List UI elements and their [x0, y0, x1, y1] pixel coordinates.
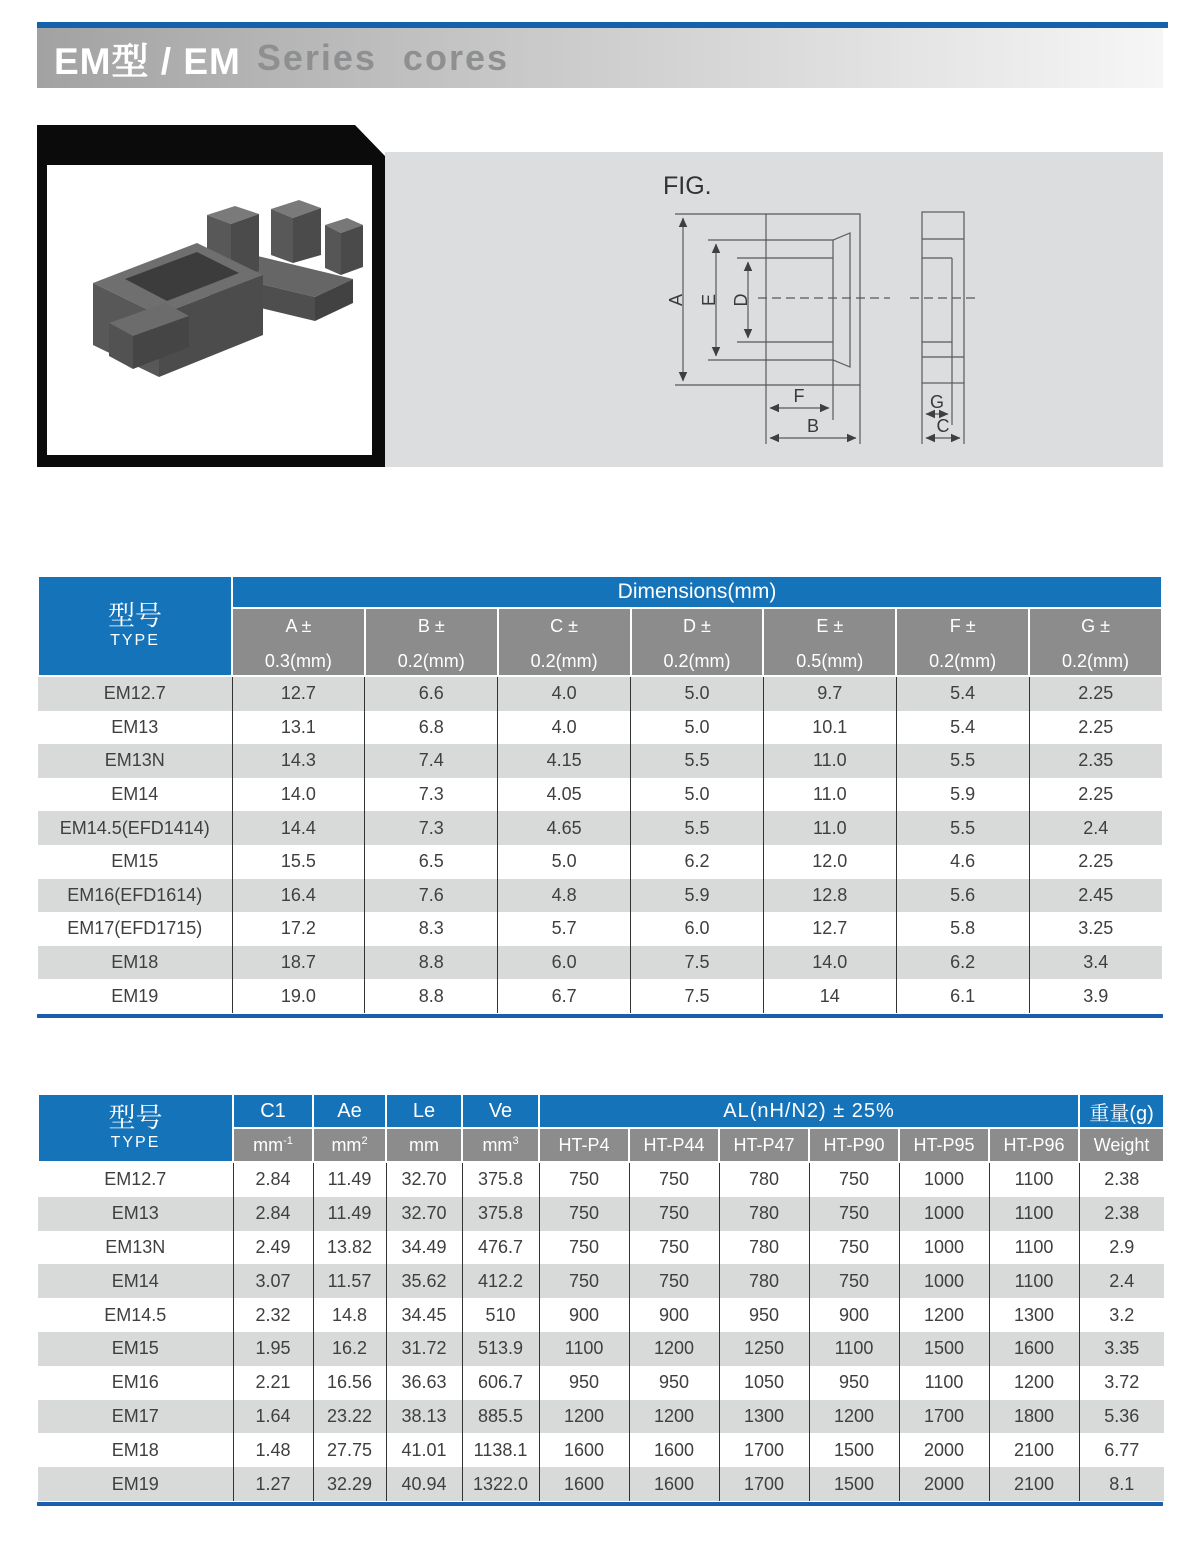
- subheader-text: G ±: [1081, 616, 1110, 636]
- cell-value: 510: [462, 1298, 539, 1332]
- cell-value: 2.38: [1079, 1197, 1164, 1231]
- row-type-label: EM13: [38, 1197, 233, 1231]
- table-row: [38, 1366, 1164, 1400]
- cell-value: 1100: [809, 1332, 899, 1366]
- product-photo-frame: [37, 125, 385, 467]
- cell-value: 12.8: [763, 879, 896, 913]
- row-type-label: EM14.5: [38, 1298, 233, 1332]
- unit-text: mm: [331, 1134, 362, 1155]
- subheader-text: 0.3(mm): [264, 651, 332, 671]
- cell-value: 7.6: [365, 879, 498, 913]
- cell-value: 1100: [539, 1332, 629, 1366]
- cell-value: 11.0: [763, 778, 896, 812]
- row-type-label: EM12.7: [38, 676, 232, 711]
- table-row: [38, 711, 1162, 745]
- cell-value: 27.75: [313, 1433, 386, 1467]
- unit-superscript: 3: [512, 1134, 519, 1147]
- cell-value: 4.15: [498, 744, 631, 778]
- cell-value: 606.7: [462, 1366, 539, 1400]
- type-header-zh: 型号: [108, 601, 162, 631]
- row-type-label: EM16: [38, 1366, 233, 1400]
- cell-value: 5.0: [631, 711, 764, 745]
- al-group-header: AL(nH/N2) ± 25%: [539, 1094, 1079, 1128]
- cell-value: 750: [809, 1197, 899, 1231]
- material-grade-header: HT-P90: [809, 1128, 899, 1162]
- unit-superscript: -1: [283, 1134, 293, 1147]
- dimensions-group-header: Dimensions(mm): [232, 576, 1162, 608]
- row-type-label: EM13N: [38, 1231, 233, 1265]
- cell-value: 5.9: [631, 879, 764, 913]
- cell-value: 1700: [719, 1433, 809, 1467]
- param-header: Ae: [313, 1094, 386, 1128]
- cell-value: 4.65: [498, 811, 631, 845]
- dimension-subheader: [631, 608, 764, 676]
- page-title-bar: [37, 28, 1163, 88]
- dimension-figure-panel: [385, 152, 1163, 467]
- cell-value: 950: [539, 1366, 629, 1400]
- cell-value: 1600: [629, 1467, 719, 1501]
- cell-value: 5.5: [631, 744, 764, 778]
- dimension-subheader: [232, 608, 365, 676]
- cell-value: 3.25: [1029, 912, 1162, 946]
- row-type-label: EM14: [38, 778, 232, 812]
- cell-value: 4.8: [498, 879, 631, 913]
- cell-value: 11.49: [313, 1162, 386, 1197]
- cell-value: 412.2: [462, 1264, 539, 1298]
- row-type-label: EM14.5(EFD1414): [38, 811, 232, 845]
- cell-value: 2000: [899, 1433, 989, 1467]
- cell-value: 3.4: [1029, 946, 1162, 980]
- table-row: [38, 811, 1162, 845]
- cell-value: 2.49: [233, 1231, 313, 1265]
- cell-value: 950: [719, 1298, 809, 1332]
- cell-value: 11.0: [763, 744, 896, 778]
- cell-value: 34.45: [386, 1298, 462, 1332]
- cell-value: 1200: [899, 1298, 989, 1332]
- cell-value: 1700: [719, 1467, 809, 1501]
- cell-value: 750: [539, 1264, 629, 1298]
- cell-value: 1300: [989, 1298, 1079, 1332]
- type-header-en: TYPE: [110, 632, 160, 649]
- cell-value: 1500: [899, 1332, 989, 1366]
- subheader-text: 0.2(mm): [530, 651, 598, 671]
- cell-value: 31.72: [386, 1332, 462, 1366]
- product-photo: [47, 165, 372, 455]
- cell-value: 6.2: [896, 946, 1029, 980]
- cell-value: 4.0: [498, 676, 631, 711]
- table-row: [38, 1332, 1164, 1366]
- dimension-subheader: [365, 608, 498, 676]
- material-grade-header: HT-P95: [899, 1128, 989, 1162]
- table-row: [38, 879, 1162, 913]
- cell-value: 2.38: [1079, 1162, 1164, 1197]
- cell-value: 1200: [629, 1332, 719, 1366]
- cell-value: 1200: [539, 1400, 629, 1434]
- cell-value: 6.8: [365, 711, 498, 745]
- material-grade-header: HT-P96: [989, 1128, 1079, 1162]
- cell-value: 19.0: [232, 979, 365, 1013]
- cell-value: 5.5: [896, 744, 1029, 778]
- cell-value: 5.36: [1079, 1400, 1164, 1434]
- table-row: [38, 979, 1162, 1013]
- cell-value: 16.56: [313, 1366, 386, 1400]
- dimension-subheader: [498, 608, 631, 676]
- cell-value: 8.1: [1079, 1467, 1164, 1501]
- cell-value: 17.2: [232, 912, 365, 946]
- cell-value: 16.4: [232, 879, 365, 913]
- subheader-text: 0.2(mm): [397, 651, 465, 671]
- cell-value: 14.3: [232, 744, 365, 778]
- cell-value: 1700: [899, 1400, 989, 1434]
- cell-value: 6.77: [1079, 1433, 1164, 1467]
- dim-label-c: C: [936, 416, 950, 436]
- cell-value: 11.57: [313, 1264, 386, 1298]
- cell-value: 6.0: [631, 912, 764, 946]
- cell-value: 1500: [809, 1467, 899, 1501]
- dimension-drawing: [385, 152, 1163, 467]
- cell-value: 1200: [809, 1400, 899, 1434]
- cell-value: 2.25: [1029, 845, 1162, 879]
- cell-value: 780: [719, 1264, 809, 1298]
- cell-value: 1.48: [233, 1433, 313, 1467]
- cell-value: 2.84: [233, 1162, 313, 1197]
- cell-value: 750: [809, 1162, 899, 1197]
- cell-value: 780: [719, 1162, 809, 1197]
- cell-value: 4.05: [498, 778, 631, 812]
- cell-value: 5.8: [896, 912, 1029, 946]
- cell-value: 5.6: [896, 879, 1029, 913]
- cell-value: 1.95: [233, 1332, 313, 1366]
- cell-value: 2.32: [233, 1298, 313, 1332]
- row-type-label: EM15: [38, 1332, 233, 1366]
- cell-value: 32.70: [386, 1197, 462, 1231]
- cell-value: 1200: [989, 1366, 1079, 1400]
- cell-value: 750: [629, 1197, 719, 1231]
- cell-value: 23.22: [313, 1400, 386, 1434]
- cell-value: 5.5: [631, 811, 764, 845]
- cell-value: 3.2: [1079, 1298, 1164, 1332]
- cell-value: 5.4: [896, 711, 1029, 745]
- cell-value: 14.0: [232, 778, 365, 812]
- cell-value: 375.8: [462, 1162, 539, 1197]
- cell-value: 4.6: [896, 845, 1029, 879]
- cell-value: 2.84: [233, 1197, 313, 1231]
- row-type-label: EM19: [38, 1467, 233, 1501]
- cell-value: 750: [629, 1231, 719, 1265]
- cell-value: 5.0: [631, 676, 764, 711]
- cell-value: 950: [809, 1366, 899, 1400]
- cell-value: 32.70: [386, 1162, 462, 1197]
- cell-value: 750: [539, 1231, 629, 1265]
- type-header-zh: 型号: [108, 1103, 163, 1133]
- cell-value: 2100: [989, 1467, 1079, 1501]
- cell-value: 780: [719, 1197, 809, 1231]
- cell-value: 900: [809, 1298, 899, 1332]
- page-subtitle: Series cores: [256, 37, 509, 78]
- cell-value: 6.1: [896, 979, 1029, 1013]
- table-row: [38, 778, 1162, 812]
- core-left: [93, 243, 263, 377]
- cell-value: 16.2: [313, 1332, 386, 1366]
- subheader-text: 0.2(mm): [1062, 651, 1130, 671]
- dim-label-e: E: [699, 293, 719, 307]
- cell-value: 2.4: [1079, 1264, 1164, 1298]
- cell-value: 7.4: [365, 744, 498, 778]
- cell-value: 1600: [539, 1433, 629, 1467]
- cell-value: 1600: [629, 1433, 719, 1467]
- row-type-label: EM15: [38, 845, 232, 879]
- cell-value: 4.0: [498, 711, 631, 745]
- row-type-label: EM13: [38, 711, 232, 745]
- cell-value: 1000: [899, 1162, 989, 1197]
- page-title: EM型 / EM: [54, 41, 241, 82]
- row-type-label: EM17(EFD1715): [38, 912, 232, 946]
- dimension-subheader: [763, 608, 896, 676]
- table-row: [38, 1298, 1164, 1332]
- cell-value: 375.8: [462, 1197, 539, 1231]
- subheader-text: C ±: [550, 616, 579, 636]
- row-type-label: EM14: [38, 1264, 233, 1298]
- cell-value: 750: [809, 1231, 899, 1265]
- cell-value: 13.1: [232, 711, 365, 745]
- cell-value: 900: [539, 1298, 629, 1332]
- row-type-label: EM12.7: [38, 1162, 233, 1197]
- type-column-header: [38, 576, 232, 676]
- param-unit: [233, 1128, 313, 1162]
- cell-value: 2000: [899, 1467, 989, 1501]
- cell-value: 2.25: [1029, 778, 1162, 812]
- unit-text: mm: [253, 1134, 284, 1155]
- table-row: [38, 1264, 1164, 1298]
- row-type-label: EM18: [38, 946, 232, 980]
- cell-value: 7.3: [365, 811, 498, 845]
- cell-value: 513.9: [462, 1332, 539, 1366]
- row-type-label: EM13N: [38, 744, 232, 778]
- cell-value: 34.49: [386, 1231, 462, 1265]
- cell-value: 750: [629, 1162, 719, 1197]
- cell-value: 2.25: [1029, 676, 1162, 711]
- param-unit: [313, 1128, 386, 1162]
- param-header: Ve: [462, 1094, 539, 1128]
- param-header: Le: [386, 1094, 462, 1128]
- cell-value: 1000: [899, 1264, 989, 1298]
- cell-value: 12.7: [763, 912, 896, 946]
- cell-value: 1100: [899, 1366, 989, 1400]
- row-type-label: EM19: [38, 979, 232, 1013]
- cell-value: 1050: [719, 1366, 809, 1400]
- fig-caption: FIG.: [663, 172, 712, 200]
- cell-value: 8.3: [365, 912, 498, 946]
- cell-value: 12.7: [232, 676, 365, 711]
- cell-value: 1300: [719, 1400, 809, 1434]
- subheader-text: 0.2(mm): [663, 651, 731, 671]
- cell-value: 2100: [989, 1433, 1079, 1467]
- cell-value: 5.7: [498, 912, 631, 946]
- cell-value: 885.5: [462, 1400, 539, 1434]
- weight-group-header: 重量(g): [1079, 1094, 1164, 1128]
- cell-value: 7.5: [631, 946, 764, 980]
- dimension-subheader: [896, 608, 1029, 676]
- cell-value: 750: [539, 1162, 629, 1197]
- cell-value: 6.6: [365, 676, 498, 711]
- cell-value: 6.5: [365, 845, 498, 879]
- cell-value: 35.62: [386, 1264, 462, 1298]
- cell-value: 6.0: [498, 946, 631, 980]
- cell-value: 5.5: [896, 811, 1029, 845]
- dim-label-d: D: [731, 293, 751, 307]
- unit-text: mm: [409, 1134, 439, 1155]
- cell-value: 750: [809, 1264, 899, 1298]
- cell-value: 1500: [809, 1433, 899, 1467]
- cell-value: 5.4: [896, 676, 1029, 711]
- weight-subheader: Weight: [1079, 1128, 1164, 1162]
- cell-value: 1600: [539, 1467, 629, 1501]
- cell-value: 10.1: [763, 711, 896, 745]
- cell-value: 15.5: [232, 845, 365, 879]
- cell-value: 41.01: [386, 1433, 462, 1467]
- cell-value: 1800: [989, 1400, 1079, 1434]
- cell-value: 7.5: [631, 979, 764, 1013]
- cell-value: 7.3: [365, 778, 498, 812]
- dim-label-g: G: [929, 392, 945, 412]
- cell-value: 750: [629, 1264, 719, 1298]
- cell-value: 36.63: [386, 1366, 462, 1400]
- cell-value: 900: [629, 1298, 719, 1332]
- dimensions-table: [37, 575, 1163, 1018]
- cell-value: 2.25: [1029, 711, 1162, 745]
- cell-value: 6.2: [631, 845, 764, 879]
- table-row: [38, 744, 1162, 778]
- table-row: [38, 912, 1162, 946]
- subheader-text: 0.2(mm): [929, 651, 997, 671]
- cell-value: 3.9: [1029, 979, 1162, 1013]
- cell-value: 12.0: [763, 845, 896, 879]
- cell-value: 8.8: [365, 979, 498, 1013]
- row-type-label: EM17: [38, 1400, 233, 1434]
- cell-value: 3.07: [233, 1264, 313, 1298]
- table-row: [38, 676, 1162, 711]
- cell-value: 14.4: [232, 811, 365, 845]
- cell-value: 40.94: [386, 1467, 462, 1501]
- cell-value: 2.35: [1029, 744, 1162, 778]
- dim-label-f: F: [793, 386, 805, 406]
- table-bottom-rule: [37, 1502, 1163, 1506]
- type-column-header: [38, 1094, 233, 1162]
- row-type-label: EM18: [38, 1433, 233, 1467]
- cell-value: 950: [629, 1366, 719, 1400]
- dim-label-b: B: [806, 416, 820, 436]
- em-core-photo-illustration: [47, 165, 372, 455]
- cell-value: 1100: [989, 1231, 1079, 1265]
- cell-value: 476.7: [462, 1231, 539, 1265]
- cell-value: 11.49: [313, 1197, 386, 1231]
- table-row: [38, 1197, 1164, 1231]
- table-row: [38, 1162, 1164, 1197]
- subheader-text: 0.5(mm): [796, 651, 864, 671]
- al-parameters-table: [37, 1093, 1163, 1506]
- material-grade-header: HT-P47: [719, 1128, 809, 1162]
- cell-value: 1000: [899, 1197, 989, 1231]
- cell-value: 1138.1: [462, 1433, 539, 1467]
- cell-value: 2.9: [1079, 1231, 1164, 1265]
- cell-value: 8.8: [365, 946, 498, 980]
- cell-value: 11.0: [763, 811, 896, 845]
- param-unit: [462, 1128, 539, 1162]
- material-grade-header: HT-P44: [629, 1128, 719, 1162]
- cell-value: 5.0: [498, 845, 631, 879]
- cell-value: 3.35: [1079, 1332, 1164, 1366]
- material-grade-header: HT-P4: [539, 1128, 629, 1162]
- cell-value: 1600: [989, 1332, 1079, 1366]
- param-unit: [386, 1128, 462, 1162]
- table-row: [38, 1467, 1164, 1501]
- subheader-text: B ±: [417, 616, 445, 636]
- cell-value: 750: [539, 1197, 629, 1231]
- cell-value: 2.4: [1029, 811, 1162, 845]
- cell-value: 13.82: [313, 1231, 386, 1265]
- cell-value: 1000: [899, 1231, 989, 1265]
- cell-value: 5.0: [631, 778, 764, 812]
- table-row: [38, 1231, 1164, 1265]
- cell-value: 1100: [989, 1264, 1079, 1298]
- table-row: [38, 1433, 1164, 1467]
- dim-label-a: A: [666, 293, 686, 307]
- cell-value: 18.7: [232, 946, 365, 980]
- subheader-text: D ±: [683, 616, 711, 636]
- cell-value: 38.13: [386, 1400, 462, 1434]
- type-header-en: TYPE: [110, 1134, 161, 1151]
- cell-value: 14.8: [313, 1298, 386, 1332]
- cell-value: 14: [763, 979, 896, 1013]
- cell-value: 2.21: [233, 1366, 313, 1400]
- cell-value: 1200: [629, 1400, 719, 1434]
- cell-value: 1.27: [233, 1467, 313, 1501]
- table-row: [38, 946, 1162, 980]
- cell-value: 5.9: [896, 778, 1029, 812]
- table-bottom-rule: [37, 1014, 1163, 1018]
- cell-value: 1100: [989, 1197, 1079, 1231]
- cell-value: 1100: [989, 1162, 1079, 1197]
- subheader-text: A ±: [285, 616, 312, 636]
- unit-superscript: 2: [361, 1134, 368, 1147]
- cell-value: 9.7: [763, 676, 896, 711]
- cell-value: 780: [719, 1231, 809, 1265]
- cell-value: 1250: [719, 1332, 809, 1366]
- unit-text: mm: [482, 1134, 513, 1155]
- cell-value: 3.72: [1079, 1366, 1164, 1400]
- subheader-text: E ±: [816, 616, 844, 636]
- row-type-label: EM16(EFD1614): [38, 879, 232, 913]
- table-row: [38, 845, 1162, 879]
- cell-value: 1.64: [233, 1400, 313, 1434]
- cell-value: 1322.0: [462, 1467, 539, 1501]
- param-header: C1: [233, 1094, 313, 1128]
- table-row: [38, 1400, 1164, 1434]
- cell-value: 2.45: [1029, 879, 1162, 913]
- dimension-subheader: [1029, 608, 1162, 676]
- cell-value: 14.0: [763, 946, 896, 980]
- cell-value: 32.29: [313, 1467, 386, 1501]
- cell-value: 6.7: [498, 979, 631, 1013]
- subheader-text: F ±: [949, 616, 976, 636]
